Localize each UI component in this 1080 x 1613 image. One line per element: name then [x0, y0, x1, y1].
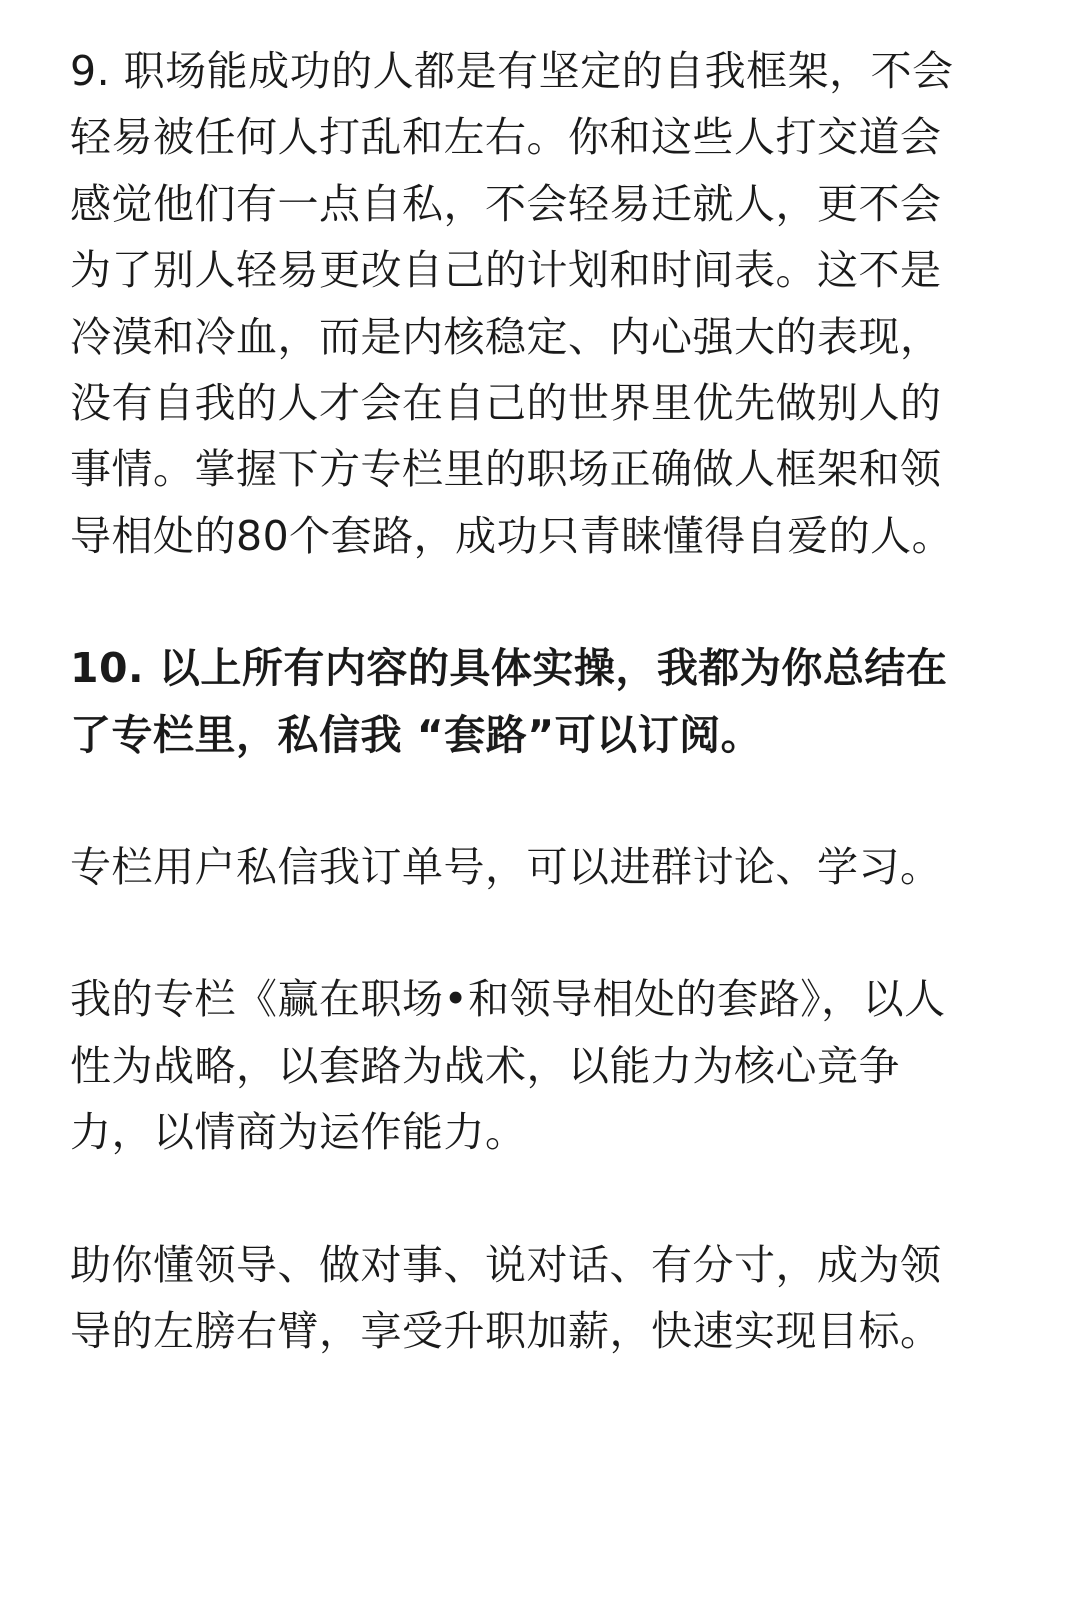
paragraph-column-intro: 我的专栏《赢在职场•和领导相处的套路》，以人性为战略，以套路为战术，以能力为核心竞争力，以情商为运作能力。 [70, 975, 946, 1157]
paragraph-point-10: 10. 以上所有内容的具体实操，我都为你总结在了专栏里，私信我 “套路”可以订阅。 [70, 644, 948, 759]
paragraph-point-9: 9. 职场能成功的人都是有坚定的自我框架，不会轻易被任何人打乱和左右。你和这些人打交道会感觉他们有一点自私，不会轻易迁就人，更不会为了别人轻易更改自己的计划和时间表。这不是冷漠和冷血，而是内核稳定、内心强大的表现，没有自我的人才会在自己的世界里优先做别人的事情。掌握下方专栏里的职场正确做人框架和领导相处的80个套路，成功只青睐懂得自爱的人。 [70, 47, 954, 560]
paragraph-subscriber-group: 专栏用户私信我订单号，可以进群讨论、学习。 [70, 843, 942, 892]
paragraph-column-benefits: 助你懂领导、做对事、说对话、有分寸，成为领导的左膀右臂，享受升职加薪，快速实现目标。 [70, 1240, 942, 1356]
